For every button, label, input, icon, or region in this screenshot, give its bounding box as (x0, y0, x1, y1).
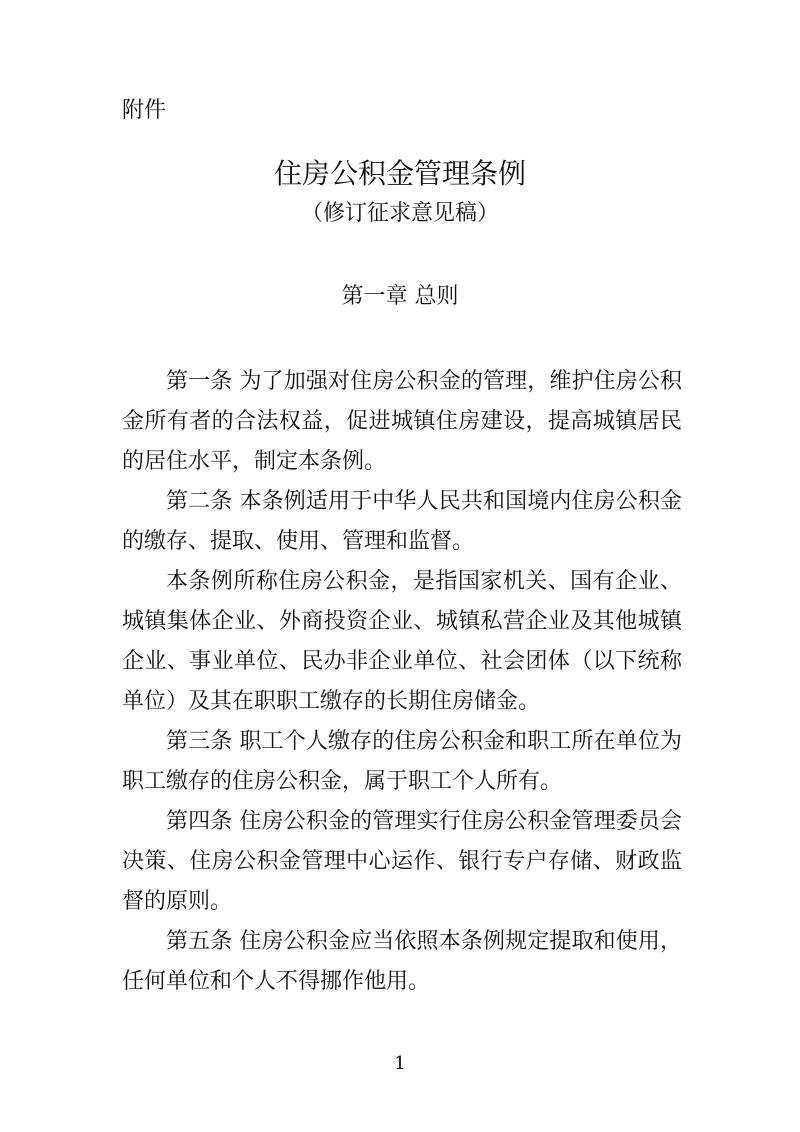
article-3-paragraph: 第三条 职工个人缴存的住房公积金和职工所在单位为职工缴存的住房公积金，属于职工个人所有。 (122, 729, 682, 794)
article-1-paragraph: 第一条 为了加强对住房公积金的管理，维护住房公积金所有者的合法权益，促进城镇住房建设，提高城镇居民的居住水平，制定本条例。 (122, 369, 682, 474)
document-title: 住房公积金管理条例 (273, 157, 526, 190)
page-number: 1 (394, 1053, 406, 1074)
article-2-definition-paragraph: 本条例所称住房公积金，是指国家机关、国有企业、城镇集体企业、外商投资企业、城镇私营企业及其他城镇企业、事业单位、民办非企业单位、社会团体（以下统称单位）及其在职职工缴存的长期住房储金。 (122, 569, 682, 714)
attachment-label: 附件 (122, 98, 167, 123)
document-subtitle: （修订征求意见稿） (300, 201, 499, 226)
document-body (122, 362, 682, 1002)
article-5-paragraph: 第五条 住房公积金应当依照本条例规定提取和使用，任何单位和个人不得挪作他用。 (122, 929, 682, 994)
article-2-paragraph: 第二条 本条例适用于中华人民共和国境内住房公积金的缴存、提取、使用、管理和监督。 (122, 489, 682, 554)
article-4-paragraph: 第四条 住房公积金的管理实行住房公积金管理委员会决策、住房公积金管理中心运作、银行专户存储、财政监督的原则。 (122, 809, 682, 914)
chapter-heading: 第一章 总则 (341, 284, 459, 309)
